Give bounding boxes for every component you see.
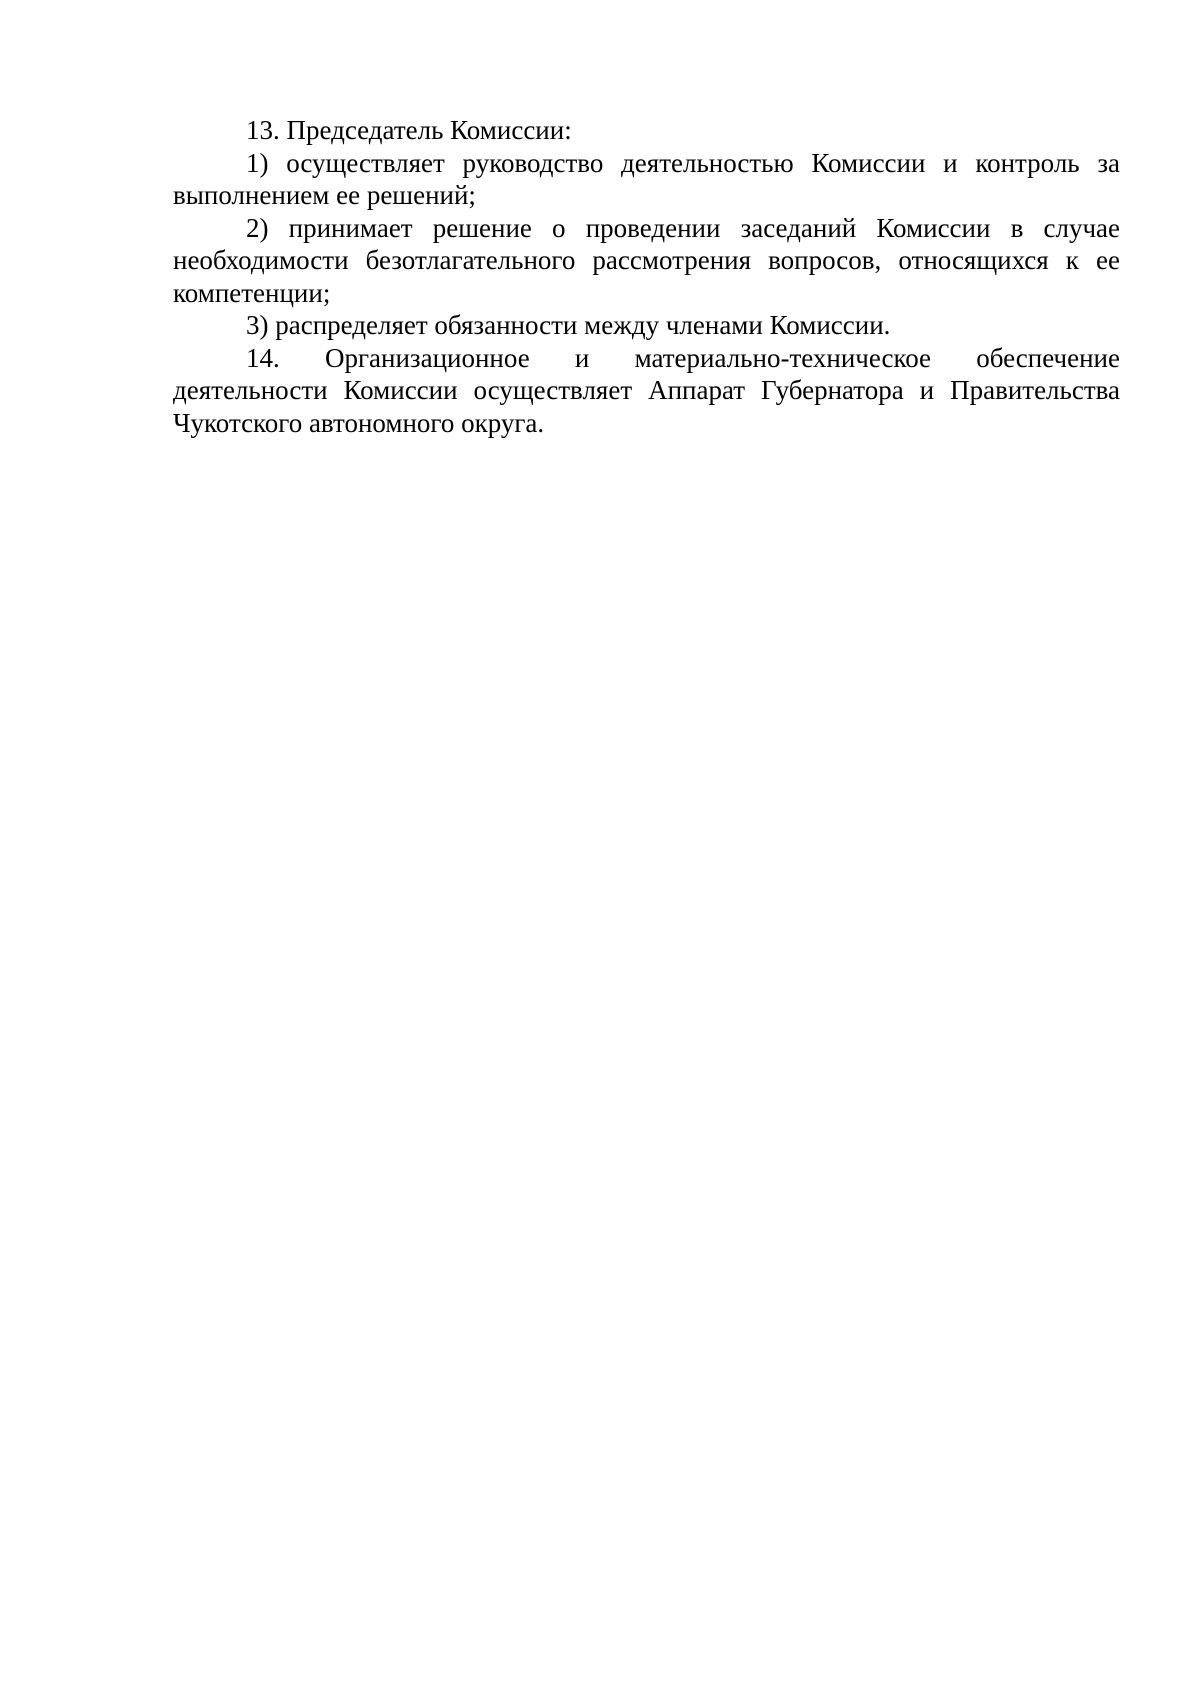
document-body xyxy=(173,114,1120,439)
paragraph-13-item-3: 3) распределяет обязанности между членами Комиссии. xyxy=(246,310,891,340)
paragraph-13-item-2: 2) принимает решение о проведении заседаний Комиссии в случае необходимости безотлагательного рассмотрения вопросов, относящихся к ее компетенции; xyxy=(173,212,1120,308)
paragraph-13-item-1: 1) осуществляет руководство деятельностью Комиссии и контроль за выполнением ее решений; xyxy=(173,147,1120,210)
paragraph-13-heading: 13. Председатель Комиссии: xyxy=(246,115,572,145)
paragraph-14: 14. Организационное и материально-техническое обеспечение деятельности Комиссии осуществляет Аппарат Губернатора и Правительства Чукотского автономного округа. xyxy=(173,342,1120,438)
